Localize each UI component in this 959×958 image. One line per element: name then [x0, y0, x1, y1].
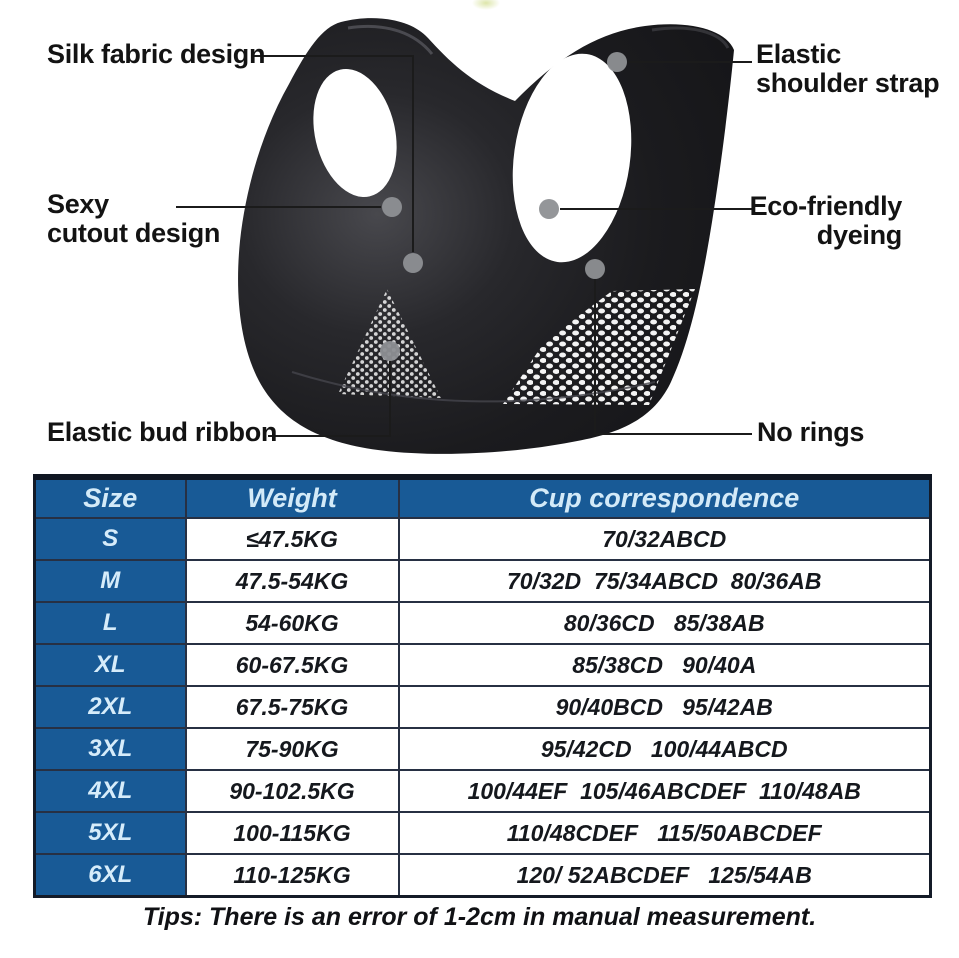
cup-value: 95/42CD 100/44ABCD	[399, 728, 931, 770]
cup-value: 80/36CD 85/38AB	[399, 602, 931, 644]
weight-value: 75-90KG	[186, 728, 399, 770]
header-cup: Cup correspondence	[399, 477, 931, 518]
table-row	[35, 770, 931, 812]
sexy-dot	[382, 197, 402, 217]
table-row	[35, 728, 931, 770]
table-row	[35, 812, 931, 854]
size-value: XL	[35, 644, 186, 686]
size-value: 4XL	[35, 770, 186, 812]
norings-dot	[585, 259, 605, 279]
callout-sexy-line1: Sexy	[47, 189, 109, 219]
cup-value: 120/ 52ABCDEF 125/54AB	[399, 854, 931, 897]
table-row	[35, 644, 931, 686]
size-value: 5XL	[35, 812, 186, 854]
weight-value: 100-115KG	[186, 812, 399, 854]
cup-value: 70/32ABCD	[399, 518, 931, 560]
weight-value: 90-102.5KG	[186, 770, 399, 812]
eco-dot	[539, 199, 559, 219]
weight-value: 110-125KG	[186, 854, 399, 897]
callout-elastic-bud-ribbon: Elastic bud ribbon	[47, 417, 278, 447]
size-value: 2XL	[35, 686, 186, 728]
weight-value: ≤47.5KG	[186, 518, 399, 560]
table-row	[35, 560, 931, 602]
table-row	[35, 602, 931, 644]
callout-eco-friendly-dyeing	[750, 192, 902, 250]
callout-eco-line1: Eco-friendly	[749, 191, 902, 221]
size-value: 6XL	[35, 854, 186, 897]
silk-dot	[403, 253, 423, 273]
cup-value: 70/32D 75/34ABCD 80/36AB	[399, 560, 931, 602]
callout-sexy-cutout	[47, 190, 220, 248]
callout-shoulder-line1: Elastic	[756, 39, 841, 69]
table-row	[35, 518, 931, 560]
callout-sexy-line2: cutout design	[47, 218, 221, 248]
callout-elastic-shoulder-strap	[756, 40, 939, 98]
size-value: M	[35, 560, 186, 602]
size-chart-table	[33, 474, 932, 898]
bud-dot	[380, 341, 400, 361]
cup-value: 90/40BCD 95/42AB	[399, 686, 931, 728]
size-value: L	[35, 602, 186, 644]
weight-value: 47.5-54KG	[186, 560, 399, 602]
callout-silk-fabric: Silk fabric design	[47, 39, 266, 69]
bra-body	[238, 18, 734, 454]
weight-value: 60-67.5KG	[186, 644, 399, 686]
header-weight: Weight	[186, 477, 399, 518]
size-value: 3XL	[35, 728, 186, 770]
measurement-tips-note: Tips: There is an error of 1-2cm in manual measurement.	[142, 903, 817, 931]
shoulder-dot	[607, 52, 627, 72]
size-value: S	[35, 518, 186, 560]
cup-value: 110/48CDEF 115/50ABCDEF	[399, 812, 931, 854]
table-row	[35, 686, 931, 728]
cup-value: 85/38CD 90/40A	[399, 644, 931, 686]
callout-no-rings: No rings	[757, 417, 865, 447]
header-size: Size	[35, 477, 186, 518]
cup-value: 100/44EF 105/46ABCDEF 110/48AB	[399, 770, 931, 812]
table-header-row	[35, 477, 931, 518]
weight-value: 54-60KG	[186, 602, 399, 644]
callout-shoulder-line2: shoulder strap	[756, 68, 940, 98]
weight-value: 67.5-75KG	[186, 686, 399, 728]
table-row	[35, 854, 931, 897]
callout-eco-line2: dyeing	[816, 220, 902, 250]
